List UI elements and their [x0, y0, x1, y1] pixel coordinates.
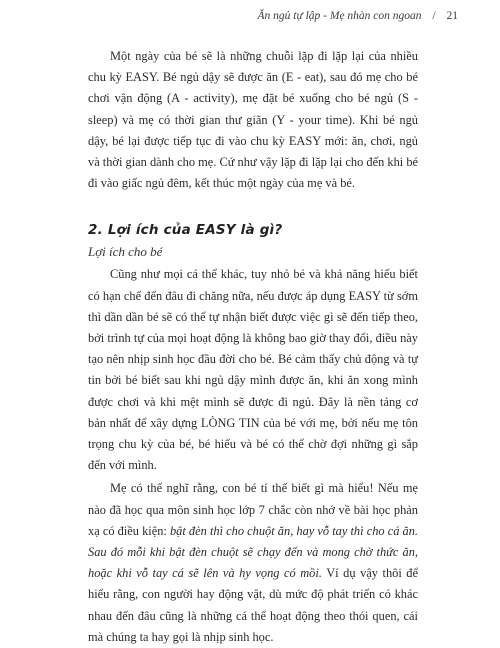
paragraph-benefits: Cũng như mọi cá thể khác, tuy nhỏ bé và khả năng hiểu biết có hạn chế đến đâu đi chăng nữa, nếu được áp dụng EASY từ sớm thì dần dần bé sẽ có thể tự nhận biết được việc gì sẽ đến tiếp theo, bởi trình tự của mọi hoạt động là không bao giờ thay đổi, điều này tạo nên nhịp sinh học đầu đời cho bé. Bé cảm thấy chủ động và tự tin bởi bé biết sau khi ngủ dậy mình được ăn, khi ăn xong mình được chơi và khi mệt mình sẽ được đi ngủ. Đây là nền tảng cơ bản nhất để xây dựng LÒNG TIN của bé với mẹ, bởi nếu mẹ tôn trọng chu kỳ của bé, bé hiểu và bé có thể chờ đợi những gì sắp đến với mình. — [88, 267, 418, 473]
section-heading: 2. Lợi ích của EASY là gì? — [88, 222, 283, 239]
paragraph-easy-cycle: Một ngày của bé sẽ là những chuỗi lặp đi lặp lại của nhiều chu kỳ EASY. Bé ngủ dậy sẽ được ăn (E - eat), sau đó mẹ cho bé chơi vận động (A - activity), mẹ đặt bé xuống cho bé ngủ (S - sleep) và mẹ có thời gian thư giãn (Y - your time). Khi bé ngủ dậy, bé lại được tiếp tục đi vào chu kỳ EASY mới: ăn, chơi, ngủ và thời gian dành cho mẹ. Cứ như vậy lặp đi lặp lại cho đến khi bé đi vào giấc ngủ đêm, kết thúc một ngày của mẹ và bé. — [88, 49, 419, 191]
running-header — [257, 10, 458, 22]
paragraph-3-italic-example: bật đèn thì cho chuột ăn, hay vỗ tay thì cho cá ăn. Sau đó mỗi khi bật đèn chuột sẽ chạy đến và mong chờ thức ăn, hoặc khi vỗ tay cá sẽ lên và hy vọng có mồi. — [88, 523, 419, 581]
paragraph-3-text-1: Mẹ có thể nghĩ rằng, con bé tí thế biết gì mà hiểu! Nếu mẹ nào đã học qua môn sinh học lớp 7 chắc còn nhớ về bài học phản xạ có điều kiện: — [88, 481, 418, 538]
page-body — [88, 46, 418, 648]
page-number: 21 — [446, 10, 458, 22]
subheading: Lợi ích cho bé — [88, 244, 163, 260]
header-title: Ăn ngủ tự lập - Mẹ nhàn con ngoan — [257, 10, 422, 22]
paragraph-3-text-2: Ví dụ vậy thôi để hiểu rằng, con người hay động vật, dù mức độ phát triển có khác nhau đến đâu cũng là những cá thể hoạt động theo thói quen, cái mà chúng ta hay gọi là nhịp sinh học. — [88, 566, 419, 644]
paragraph-conditioned-reflex — [88, 478, 418, 648]
header-separator: / — [432, 10, 436, 22]
